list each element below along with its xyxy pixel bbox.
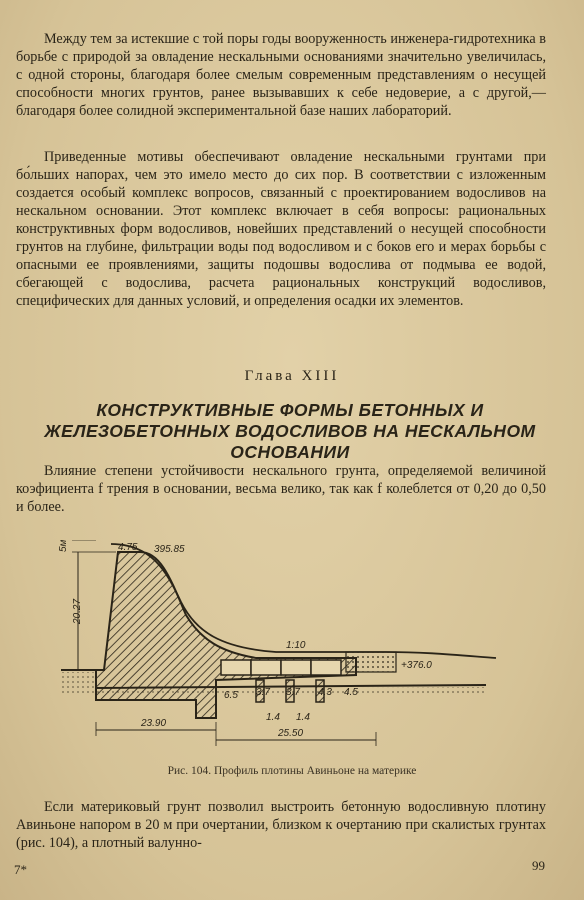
label-crest-elev: 395.85 (154, 544, 185, 555)
riprap (346, 652, 396, 672)
label-sub2: 1.4 (296, 712, 310, 723)
label-base-right: 25.50 (278, 728, 304, 739)
paragraph-1: Между тем за истекшие с той поры годы вооруженность инженера-гидротехника в борьбе с природой за овладение нескальными основаниями значительно увеличилась, с одной стороны, благодаря более смелым современным представлениям о несущей способности многих грунтов, ранее вызывавших к себе недоверие, а с другой,— благодаря более солидной экспериментальной базе наших лабораторий. (16, 31, 546, 119)
label-seg3: 3.7 (286, 687, 300, 698)
label-base-left: 23.90 (141, 718, 167, 729)
chapter-heading: Глава XIII (244, 368, 340, 384)
apron-blocks (221, 660, 341, 675)
label-seg4: 4.3 (318, 687, 332, 698)
paragraph-2: Приведенные мотивы обеспечивают овладение нескальными грунтами при бо́льших напорах, чем это имело место до сих пор. В соответствии с изложенным создается особый комплекс вопросов, связанный с проектированием водосливов на нескальном основании. Этот комплекс включает в себя вопросы: рациональных конструктивных форм водосливов, новейших представлений о несущей способности грунтов на глубине, фильтрации воды под водосливом и с боков его и мерах борьбы с опасными ее проявлениями, защиты подошвы водослива от подмыва ее водой, сбегающей с водослива, расчета рациональных конструкций водосливов, специфических для данных условий, и определения осадки их элементов. (16, 149, 546, 309)
chapter-title: КОНСТРУКТИВНЫЕ ФОРМЫ БЕТОННЫХ И ЖЕЛЕЗОБЕТОННЫХ ВОДОСЛИВОВ НА НЕСКАЛЬНОМ ОСНОВАНИИ (44, 400, 536, 462)
paragraph-4: Если материковый грунт позволил выстроить бетонную водосливную плотину Авиньоне напором в 20 м при очертании, близком к очертанию при скалистых грунтах (рис. 104), а плотный валунно- (16, 799, 546, 851)
label-head: 5м (58, 540, 69, 552)
page-number: 99 (532, 858, 545, 873)
signature-mark: 7* (14, 862, 27, 877)
label-sub1: 1.4 (266, 712, 280, 723)
label-downstream-elev: +376.0 (401, 660, 432, 671)
label-seg5: 4.5 (344, 687, 358, 698)
label-crest-width: 4.75 (118, 542, 138, 553)
paragraph-3: Влияние степени устойчивости нескального грунта, определяемой величиной коэфициента f трения в основании, весьма велико, так как f колеблется от 0,20 до 0,50 и более. (16, 463, 546, 515)
label-slope: 1:10 (286, 640, 306, 651)
dam-profile-figure (56, 540, 506, 750)
figure-caption: Рис. 104. Профиль плотины Авиньоне на материке (167, 765, 417, 777)
label-seg1: 6.5 (224, 690, 238, 701)
label-seg2: 3.7 (256, 687, 270, 698)
label-height: 20.27 (72, 598, 83, 624)
